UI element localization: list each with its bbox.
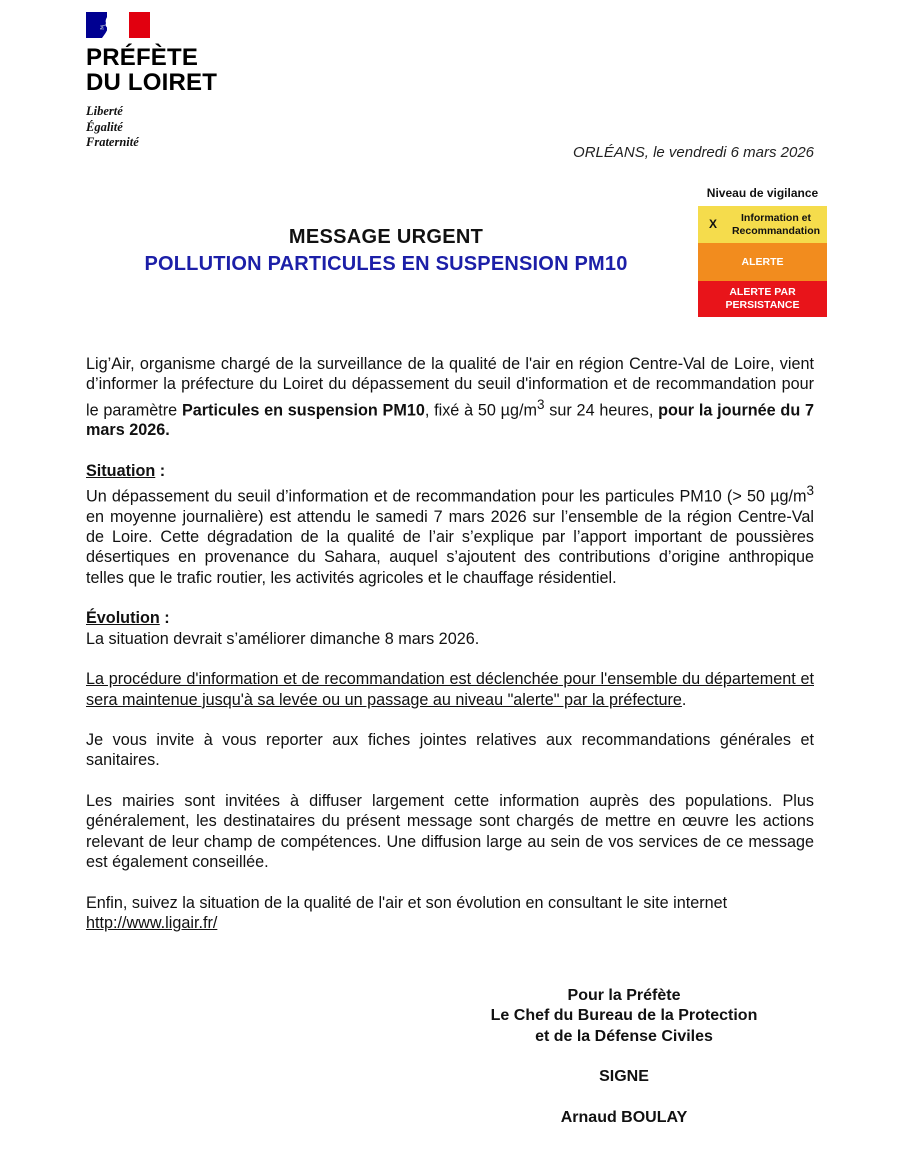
signatory-name: Arnaud BOULAY (560, 1108, 688, 1126)
message-titles (86, 226, 686, 276)
invite-paragraph: Je vous invite à vous reporter aux fiches jointes relatives aux recommandations générales et sanitaires. (86, 731, 814, 770)
place-date: ORLÉANS, le vendredi 6 mars 2026 (573, 144, 814, 161)
signature-block (440, 986, 808, 1128)
vigilance-level-label: Information et Recommandation (731, 211, 821, 237)
vigilance-title: Niveau de vigilance (706, 186, 819, 200)
prefecture-name (86, 45, 217, 95)
mairies-paragraph: Les mairies sont invitées à diffuser largement cette information auprès des populations. Plus généralement, les destinataires du présent message sont chargés de mettre en œuvre les actions relevant de leur champ de compétences. Une diffusion large au sein de vos services de ce message est également conseillée. (86, 792, 814, 871)
vigilance-level-persistance (698, 281, 827, 317)
vigilance-level-label: ALERTE (741, 255, 784, 268)
evolution-text: La situation devrait s’améliorer dimanche 8 mars 2026. (86, 629, 480, 648)
procedure-paragraph: La procédure d'information et de recommandation est déclenchée pour l'ensemble du département et sera maintenue jusqu'à sa levée ou un passage au niveau "alerte" par la préfecture. (86, 670, 814, 709)
marianne-flag-icon (86, 12, 150, 38)
message-body (86, 354, 814, 953)
vigilance-level-alerte (698, 243, 827, 281)
prefecture-line-1: PRÉFÈTE (86, 44, 199, 71)
vigilance-selected-mark: X (708, 217, 717, 231)
pollutant-parameter: Particules en suspension PM10 (181, 400, 425, 419)
situation-section: Situation : Un dépassement du seuil d’information et de recommandation pour les particules PM10 (> 50 $\mu g/m^3$ en moyenne journalière) est attendu le samedi 7 mars 2026 sur l’ensemble de la région Centre-Val de Loire. Cette dégradation de la qualité de l’air s’explique par l’apport important de poussières désertiques en provenance du Sahara, auquel s’ajoutent des contributions d’origine anthropique telles que le trafic routier, les activités agricoles et le chauffage résidentiel. (86, 461, 814, 587)
signature-line-2: Le Chef du Bureau de la Protection (490, 1007, 758, 1025)
vigilance-level-information (698, 206, 827, 243)
motto-liberte: Liberté (86, 104, 123, 118)
intro-paragraph: Lig’Air, organisme chargé de la surveillance de la qualité de l'air en région Centre-Val de Loire, vient d’informer la préfecture du Loiret du dépassement du seuil d'information et de recommandation pour le paramètre Particules en suspension PM10, fixé à 50 $\mu g/m^3$ sur 24 heures, pour la journée du 7 mars 2026. (86, 355, 814, 440)
prefecture-line-2: DU LOIRET (86, 69, 218, 96)
evolution-heading: Évolution (86, 609, 160, 628)
motto-egalite: Égalité (86, 119, 123, 134)
situation-heading: Situation (86, 461, 156, 480)
signature-line-3: et de la Défense Civiles (535, 1027, 713, 1045)
vigilance-level-label: ALERTE PAR PERSISTANCE (725, 286, 800, 311)
marianne-profile-icon (100, 12, 130, 38)
message-title: MESSAGE URGENT (288, 226, 484, 248)
vigilance-level-box (698, 186, 827, 317)
republic-motto (86, 104, 217, 151)
republique-logo (86, 12, 217, 151)
signed-mention: SIGNE (599, 1068, 649, 1086)
message-subtitle: POLLUTION PARTICULES EN SUSPENSION PM10 (144, 253, 628, 275)
evolution-section: Évolution : La situation devrait s’améliorer dimanche 8 mars 2026. (86, 609, 480, 648)
flag-red-band (129, 12, 150, 38)
signature-line-1: Pour la Préfète (567, 987, 681, 1004)
followup-paragraph: Enfin, suivez la situation de la qualité de l'air et son évolution en consultant le site internet http://www.ligair.fr/ (86, 893, 728, 932)
motto-fraternite: Fraternité (86, 135, 139, 149)
alert-date: pour la journée du 7 mars 2026. (86, 400, 814, 440)
ligair-website-link[interactable]: http://www.ligair.fr/ (86, 913, 218, 932)
